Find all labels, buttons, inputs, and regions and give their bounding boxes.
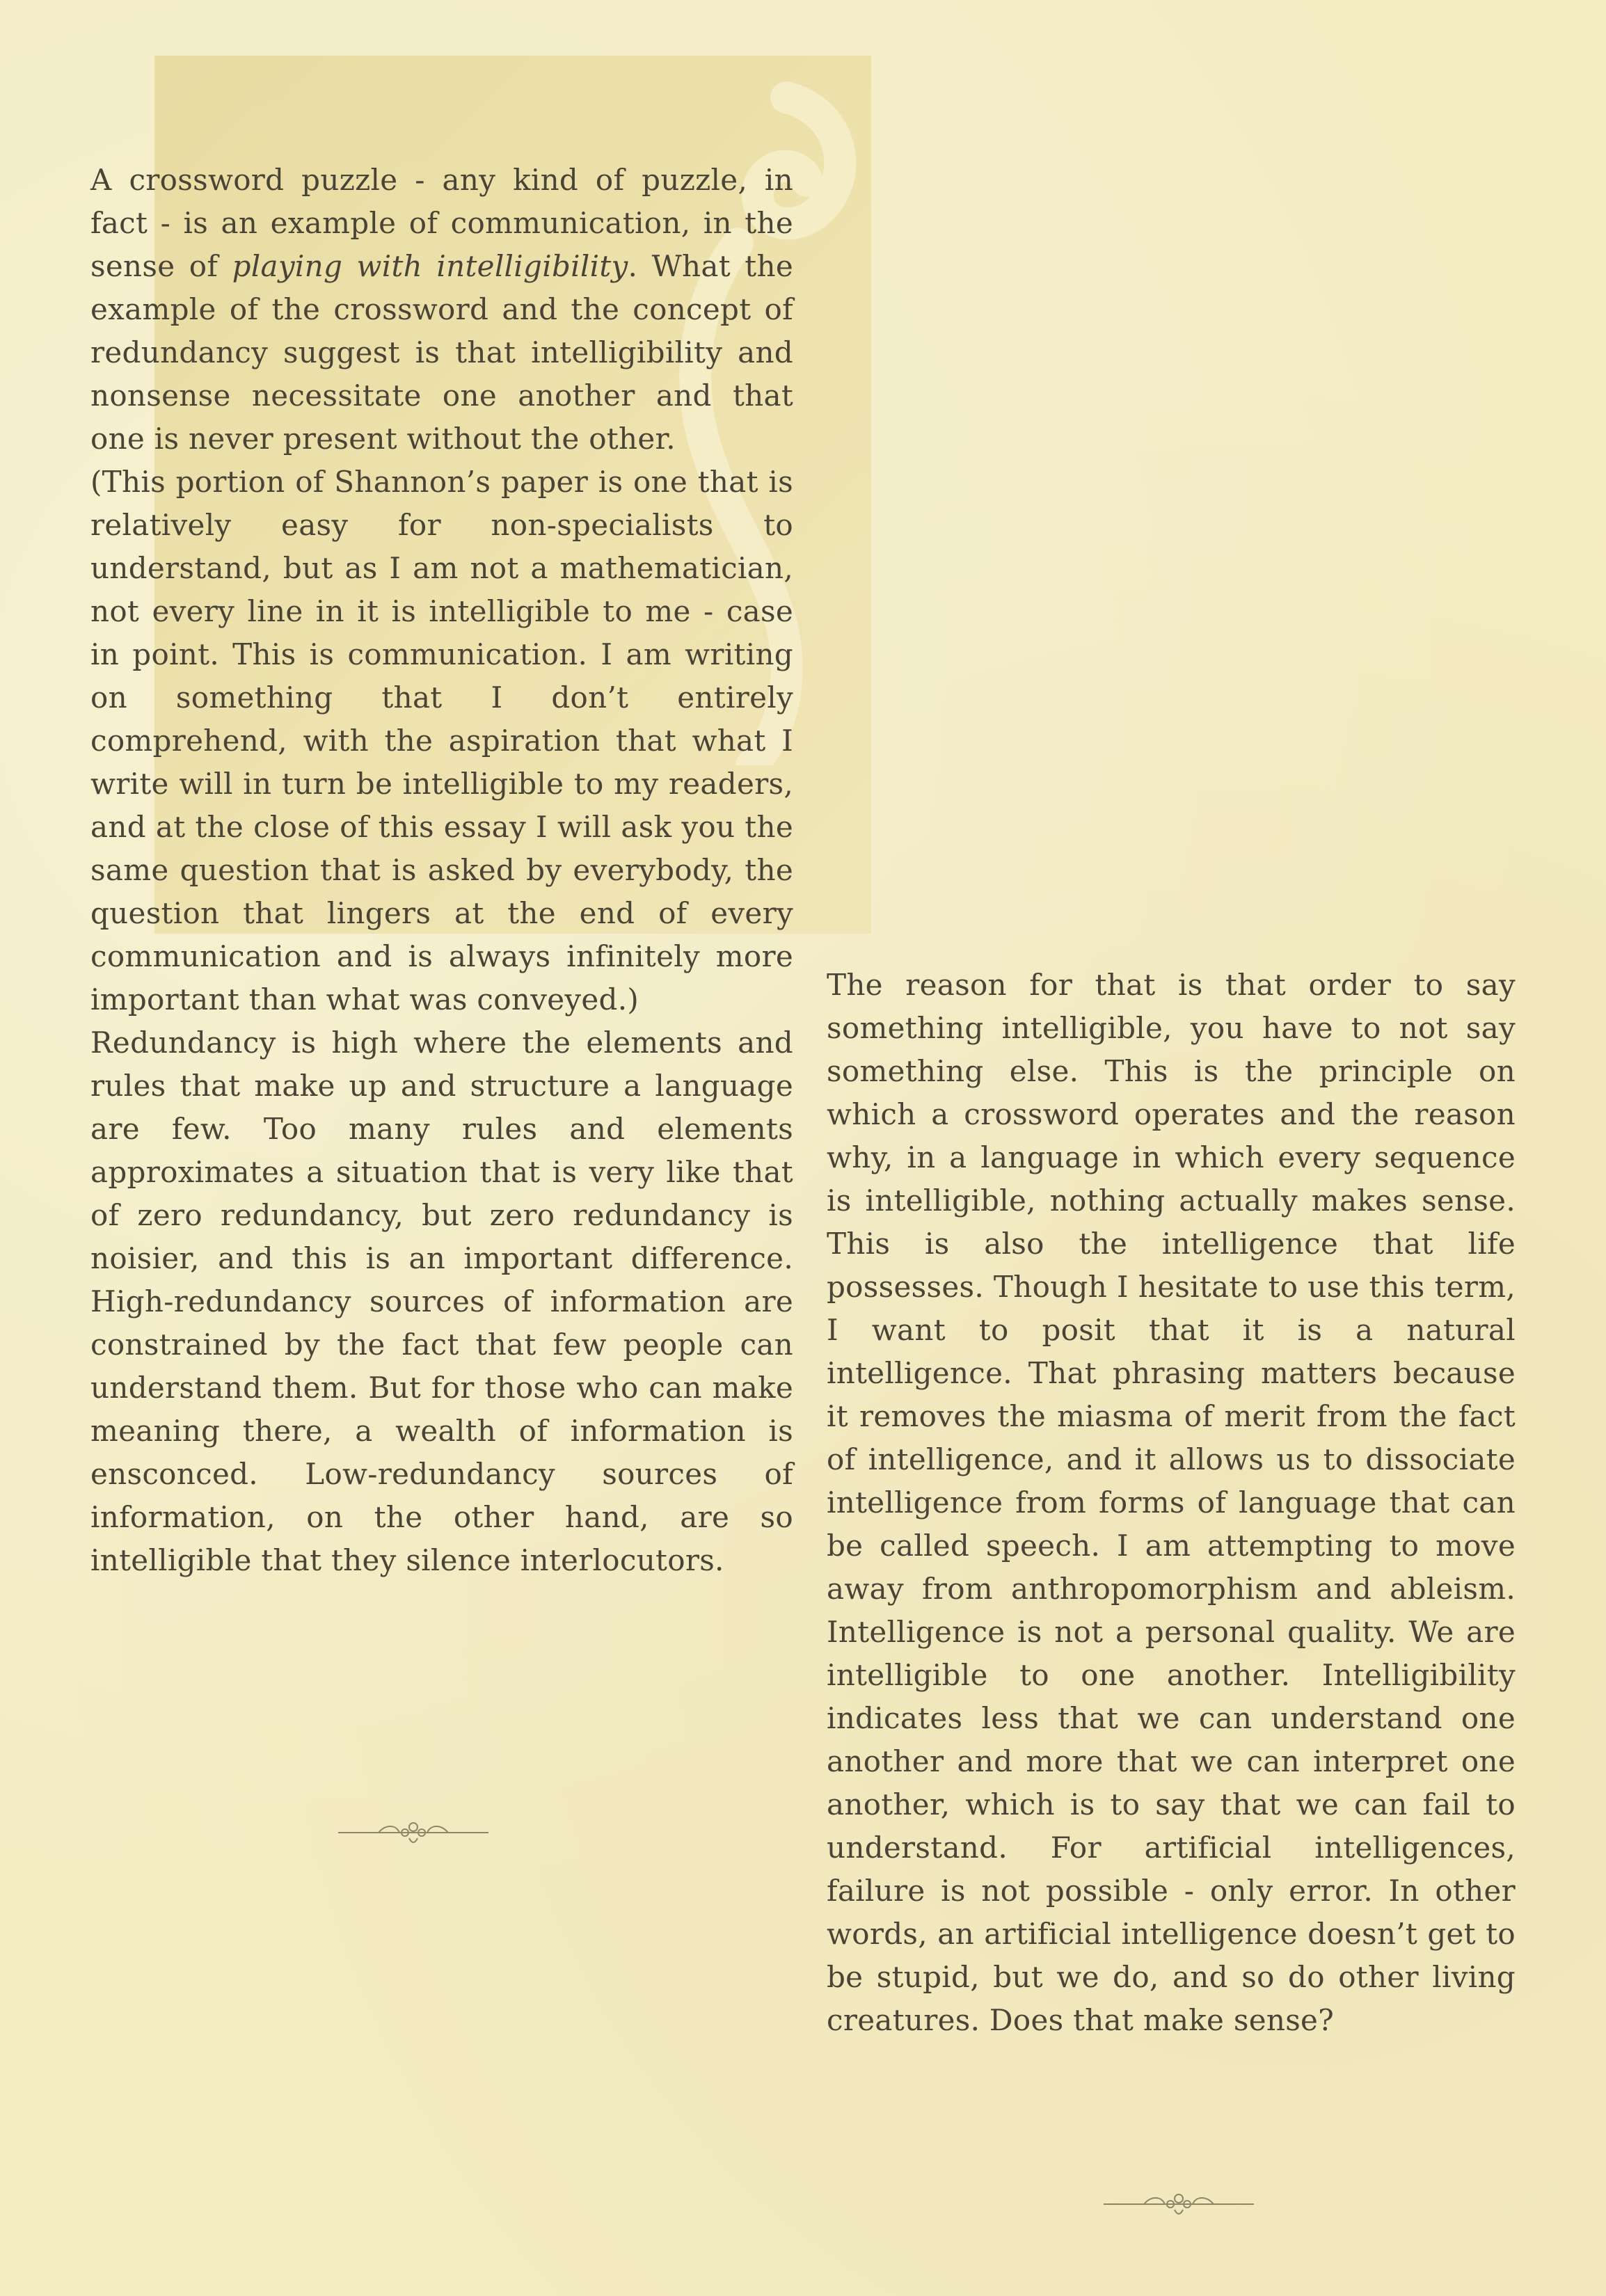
paragraph-text: . What the example of the crossword and the concept of redundancy suggest is that intelligibility and nonsense necessitate one another and that one is never present without the other. [90, 249, 793, 456]
right-text-column [827, 964, 1516, 2042]
ornament-divider-icon [1102, 2189, 1255, 2219]
paragraph [90, 159, 793, 461]
paragraph-text: A crossword puzzle - any kind of puzzle, in fact - is an example of communication, in the sense of [90, 163, 793, 283]
emphasis-text: playing with intelligibility [232, 249, 628, 283]
ornament-divider-icon [337, 1817, 490, 1848]
paragraph: Redundancy is high where the elements and rules that make up and structure a language are few. Too many rules and elements approximates a situation that is very like that of zero redundancy, but zero redundancy is noisier, and this is an important difference. High-redundancy sources of information are constrained by the fact that few people can understand them. But for those who can make meaning there, a wealth of information is ensconced. Low-redundancy sources of information, on the other hand, are so intelligible that they silence interlocutors. [90, 1026, 793, 1577]
paragraph: (This portion of Shannon’s paper is one that is relatively easy for non-specialists to understand, but as I am not a mathematician, not every line in it is intelligible to me - case in point. This is communication. I am writing on something that I don’t entirely comprehend, with the aspiration that what I write will in turn be intelligible to my readers, and at the close of this essay I will ask you the same question that is asked by everybody, the question that lingers at the end of every communication and is always infinitely more important than what was conveyed.) [90, 465, 793, 1017]
left-text-column [90, 159, 793, 1582]
paragraph: The reason for that is that order to say something intelligible, you have to not say something else. This is the principle on which a crossword operates and the reason why, in a language in which every sequence is intelligible, nothing actually makes sense. This is also the intelligence that life possesses. Though I hesitate to use this term, I want to posit that it is a natural intelligence. That phrasing matters because it removes the miasma of merit from the fact of intelligence, and it allows us to dissociate intelligence from forms of language that can be called speech. I am attempting to move away from anthropomorphism and ableism. Intelligence is not a personal quality. We are intelligible to one another. Intelligibility indicates less that we can understand one another and more that we can interpret one another, which is to say that we can fail to understand. For artificial intelligences, failure is not possible - only error. In other words, an artificial intelligence doesn’t get to be stupid, but we do, and so do other living creatures. Does that make sense? [827, 968, 1516, 2037]
